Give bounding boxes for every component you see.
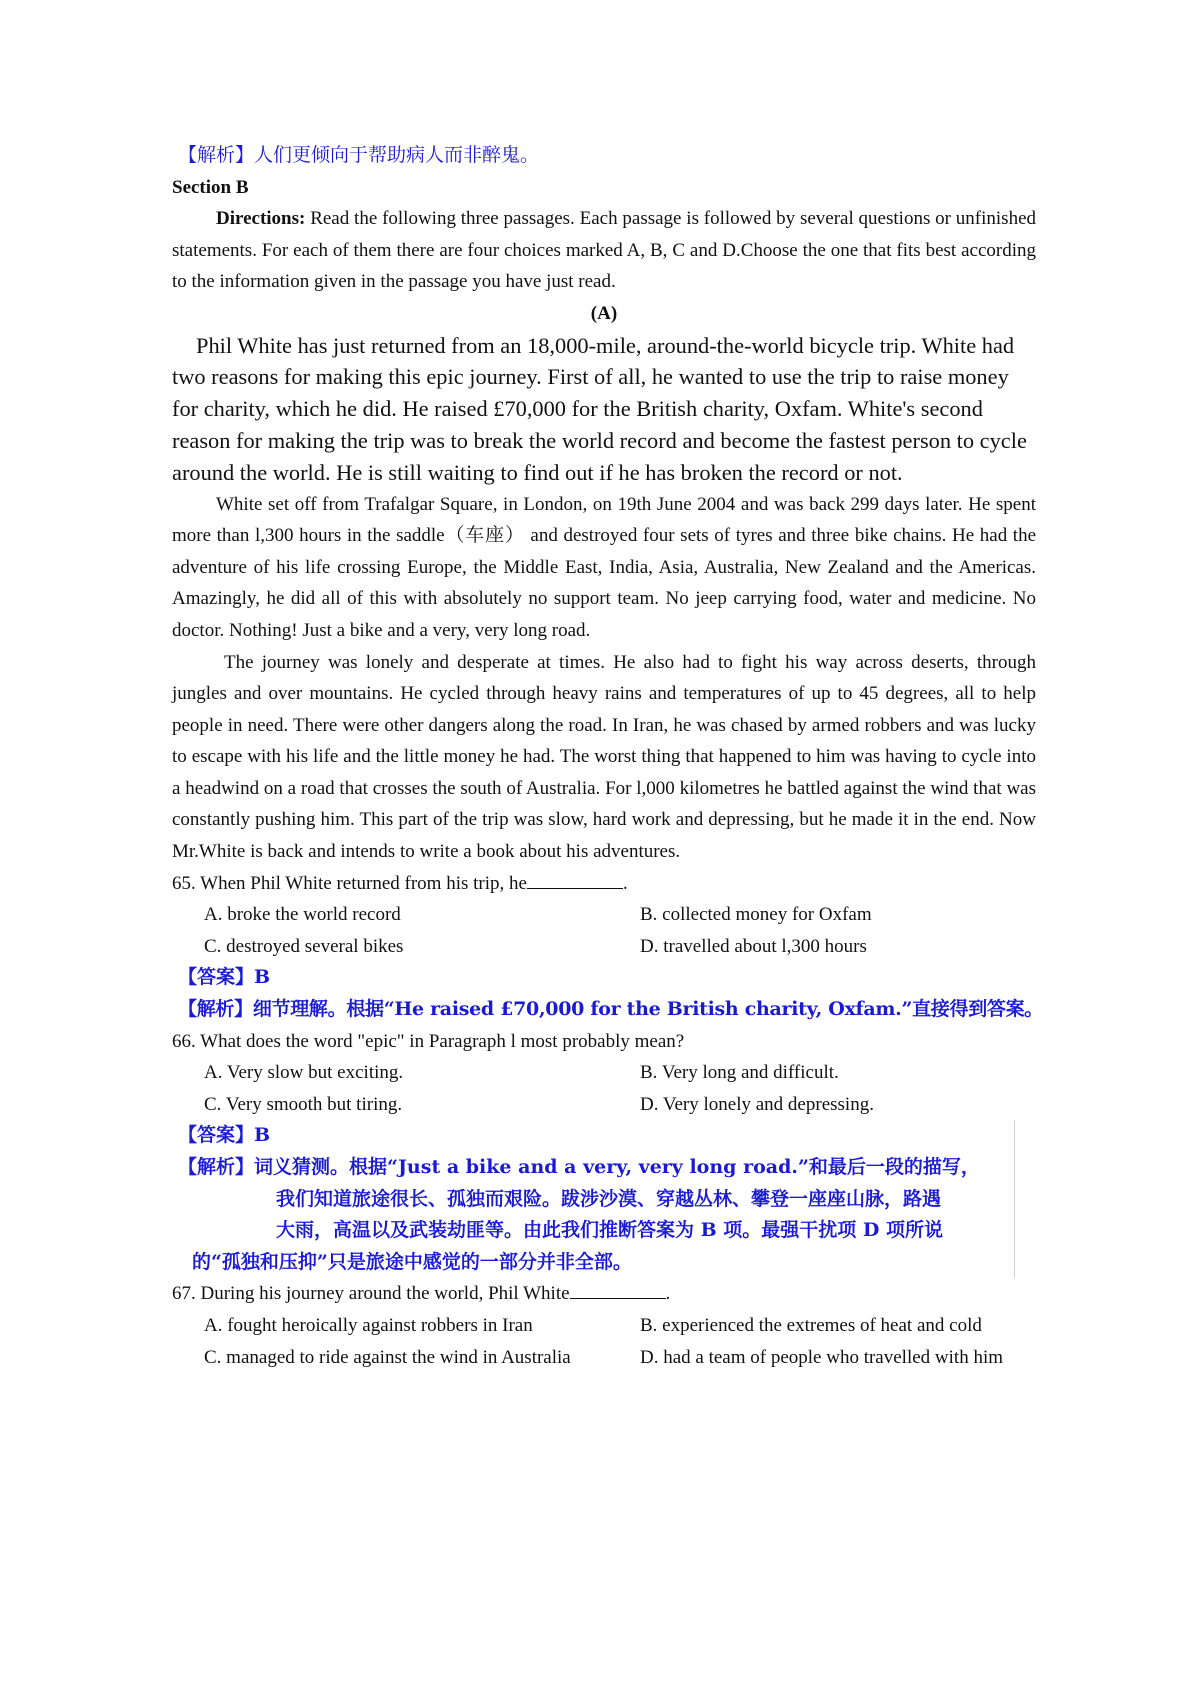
option-d: D. had a team of people who travelled with him	[640, 1346, 1004, 1368]
passage-label: (A)	[590, 302, 618, 324]
question-67	[172, 1278, 1036, 1310]
question-66-analysis-block	[172, 1120, 1015, 1278]
option-b: B. experienced the extremes of heat and cold	[640, 1314, 982, 1336]
question-66-analysis-line-2: 我们知道旅途很长、孤独而艰险。跋涉沙漠、穿越丛林、攀登一座座山脉，路遇	[276, 1187, 942, 1210]
answer-value: B	[254, 966, 271, 989]
question-66-answer	[172, 1120, 1012, 1152]
question-67-options	[172, 1310, 1036, 1373]
analysis-label: 【解析】	[178, 998, 253, 1021]
question-65-stem: 65. When Phil White returned from his trip, he	[172, 872, 527, 894]
analysis-text: 细节理解。根据“He raised £70,000 for the British charity, Oxfam.”直接得到答案。	[252, 998, 1044, 1021]
option-a: A. fought heroically against robbers in Iran	[204, 1314, 533, 1336]
passage-paragraph-1-block	[172, 330, 1036, 489]
question-66-analysis-line-4: 的“孤独和压抑”只是旅途中感觉的一部分并非全部。	[192, 1250, 632, 1273]
prev-analysis-label: 【解析】	[178, 144, 255, 166]
question-67-stem: 67. During his journey around the world, Phil White	[172, 1283, 570, 1305]
question-66: 66. What does the word "epic" in Paragraph l most probably mean?	[172, 1030, 685, 1052]
analysis-text: 词义猜测。根据“Just a bike and a very, very long road.”和最后一段的描写，	[254, 1156, 980, 1179]
question-65-answer	[172, 962, 1036, 994]
option-d: D. travelled about l,300 hours	[640, 935, 867, 957]
option-b: B. collected money for Oxfam	[640, 904, 872, 926]
option-a: A. broke the world record	[204, 904, 401, 926]
question-66-options	[172, 1057, 1036, 1120]
prev-analysis	[172, 140, 1036, 172]
passage-paragraph-3: The journey was lonely and desperate at times. He also had to fight his way across deserts, through jungles and over mountains. He cycled through heavy rains and temperatures of up to 45 degrees, all to help people in need. There were other dangers along the road. In Iran, he was chased by armed robbers and was lucky to escape with his life and the little money he had. The worst thing that happened to him was having to cycle into a headwind on a road that crosses the south of Australia. For l,000 kilometres he battled against the wind that was constantly pushing him. This part of the trip was slow, hard work and depressing, but he made it in the end. Now Mr.White is back and intends to write a book about his adventures.	[172, 651, 1036, 863]
question-65-options	[172, 899, 1036, 962]
option-c: C. Very smooth but tiring.	[204, 1093, 403, 1115]
option-d: D. Very lonely and depressing.	[640, 1093, 874, 1115]
directions-label: Directions:	[216, 208, 306, 230]
option-c: C. managed to ride against the wind in Australia	[204, 1346, 571, 1368]
option-a: A. Very slow but exciting.	[204, 1062, 404, 1084]
directions	[172, 203, 1036, 298]
question-67-stem-end: .	[665, 1283, 671, 1305]
question-65-stem-end: .	[622, 872, 628, 894]
question-65-analysis	[172, 994, 1044, 1026]
analysis-label: 【解析】	[178, 1156, 255, 1179]
document-page	[172, 140, 1044, 1373]
answer-blank	[570, 1280, 666, 1299]
passage-paragraph-1: Phil White has just returned from an 18,000-mile, around-the-world bicycle trip. White had two reasons for making this epic journey. First of all, he wanted to use the trip to raise money for charity, which he did. He raised £70,000 for the British charity, Oxfam. White's second reason for making the trip was to break the world record and become the fastest person to cycle around the world. He is still waiting to find out if he has broken the record or not.	[172, 332, 1027, 485]
answer-label: 【答案】	[178, 966, 255, 989]
option-b: B. Very long and difficult.	[640, 1062, 839, 1084]
answer-value: B	[254, 1124, 271, 1147]
section-title: Section B	[172, 176, 249, 198]
question-66-analysis-line-1	[172, 1152, 1012, 1184]
question-65	[172, 868, 1036, 900]
question-66-analysis-line-3: 大雨，高温以及武装劫匪等。由此我们推断答案为 B 项。最强干扰项 D 项所说	[276, 1219, 943, 1242]
prev-analysis-text: 人们更倾向于帮助病人而非醉鬼。	[254, 144, 540, 166]
option-c: C. destroyed several bikes	[204, 935, 404, 957]
directions-text: Read the following three passages. Each passage is followed by several questions or unfinished statements. For each of them there are four choices marked A, B, C and D.Choose the one that fits best according to the information given in the passage you have just read.	[172, 208, 1037, 293]
answer-blank	[527, 870, 623, 889]
answer-label: 【答案】	[178, 1124, 255, 1147]
passage-paragraph-2: White set off from Trafalgar Square, in London, on 19th June 2004 and was back 299 days later. He spent more than l,300 hours in the saddle（车座） and destroyed four sets of tyres and three bike chains. He had the adventure of his life crossing Europe, the Middle East, India, Asia, Australia, New Zealand and the Americas. Amazingly, he did all of this with absolutely no support team. No jeep carrying food, water and medicine. No doctor. Nothing! Just a bike and a very, very long road.	[172, 493, 1036, 641]
